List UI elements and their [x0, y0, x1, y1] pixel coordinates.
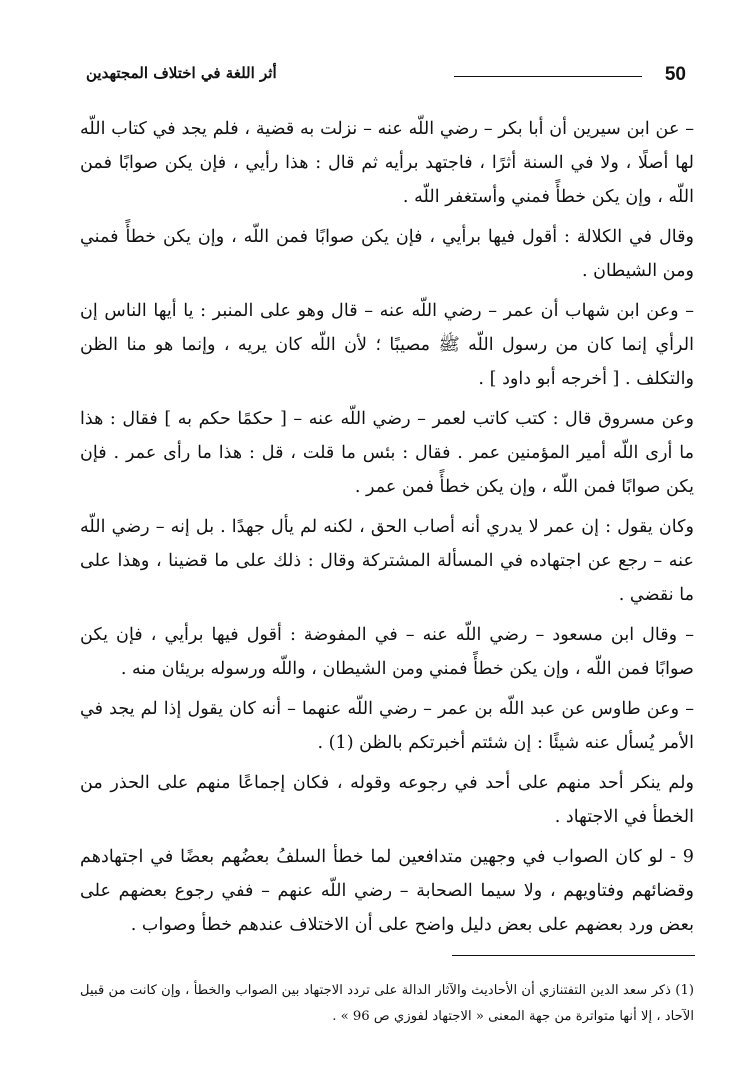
footnotes	[80, 978, 694, 1030]
paragraph: ولم ينكر أحد منهم على أحد في رجوعه وقوله ، فكان إجماعًا منهم على الحذر من الخطأ في الاجتهاد .	[80, 773, 694, 827]
paragraph: – عن ابن سيرين أن أبا بكر – رضي اللّه عنه – نزلت به قضية ، فلم يجد في كتاب اللّه لها أصلًا ، ولا في السنة أثرًا ، فاجتهد برأيه ثم قال : هذا رأيي ، فإن يكن صوابًا فمن اللّه ، وإن يكن خطأً فمني وأستغفر اللّه .	[80, 119, 694, 207]
paragraph: وقال في الكلالة : أقول فيها برأيي ، فإن يكن صوابًا فمن اللّه ، وإن يكن خطأً فمني ومن الشيطان .	[80, 227, 694, 281]
paragraph: – وعن طاوس عن عبد اللّه بن عمر – رضي اللّه عنهما – أنه كان يقول إذا لم يجد في الأمر يُسأل عنه شيئًا : إن شئتم أخبرتكم بالظن (1) .	[80, 699, 694, 753]
paragraph: – وقال ابن مسعود – رضي اللّه عنه – في المفوضة : أقول فيها برأيي ، فإن يكن صوابًا فمن اللّه ، وإن يكن خطأً فمني ومن الشيطان ، واللّه ورسوله بريئان منه .	[80, 625, 694, 679]
header-rule	[454, 76, 642, 77]
paragraph: وكان يقول : إن عمر لا يدري أنه أصاب الحق ، لكنه لم يأل جهدًا . بل إنه – رضي اللّه عنه – رجع عن اجتهاده في المسألة المشتركة وقال : ذلك على ما قضينا ، وهذا على ما نقضي .	[80, 517, 694, 605]
page-header	[86, 60, 686, 94]
footnote: (1) ذكر سعد الدين التفتنازي أن الأحاديث والآثار الدالة على تردد الاجتهاد بين الصواب والخطأ ، وإن كانت من قبيل الآحاد ، إلا أنها متواترة من جهة المعنى « الاجتهاد لفوزي ص 96 » .	[80, 983, 694, 1024]
paragraph: وعن مسروق قال : كتب كاتب لعمر – رضي اللّه عنه – [ حكمًا حكم به ] فقال : هذا ما أرى اللّه أمير المؤمنين عمر . فقال : بئس ما قلت ، قل : هذا ما رأى عمر . فإن يكن صوابًا فمن اللّه ، وإن يكن خطأً فمن عمر .	[80, 409, 694, 497]
footnote-separator	[452, 955, 695, 956]
body-text	[80, 112, 694, 948]
paragraph: 9 - لو كان الصواب في وجهين متدافعين لما خطأ السلفُ بعضُهم بعضًا في اجتهادهم وقضائهم وفتاويهم ، ولا سيما الصحابة – رضي اللّه عنهم – ففي رجوع بعضهم على بعض ورد بعضهم على بعض دليل واضح على أن الاختلاف عندهم خطأ وصواب .	[80, 847, 694, 935]
running-title: أثر اللغة في اختلاف المجتهدين	[86, 64, 277, 82]
page-number: 50	[664, 64, 686, 85]
paragraph: – وعن ابن شهاب أن عمر – رضي اللّه عنه – قال وهو على المنبر : يا أيها الناس إن الرأي إنما كان من رسول اللّه ﷺ مصيبًا ؛ لأن اللّه كان يريه ، وإنما هو منا الظن والتكلف . [ أخرجه أبو داود ] .	[80, 301, 694, 389]
